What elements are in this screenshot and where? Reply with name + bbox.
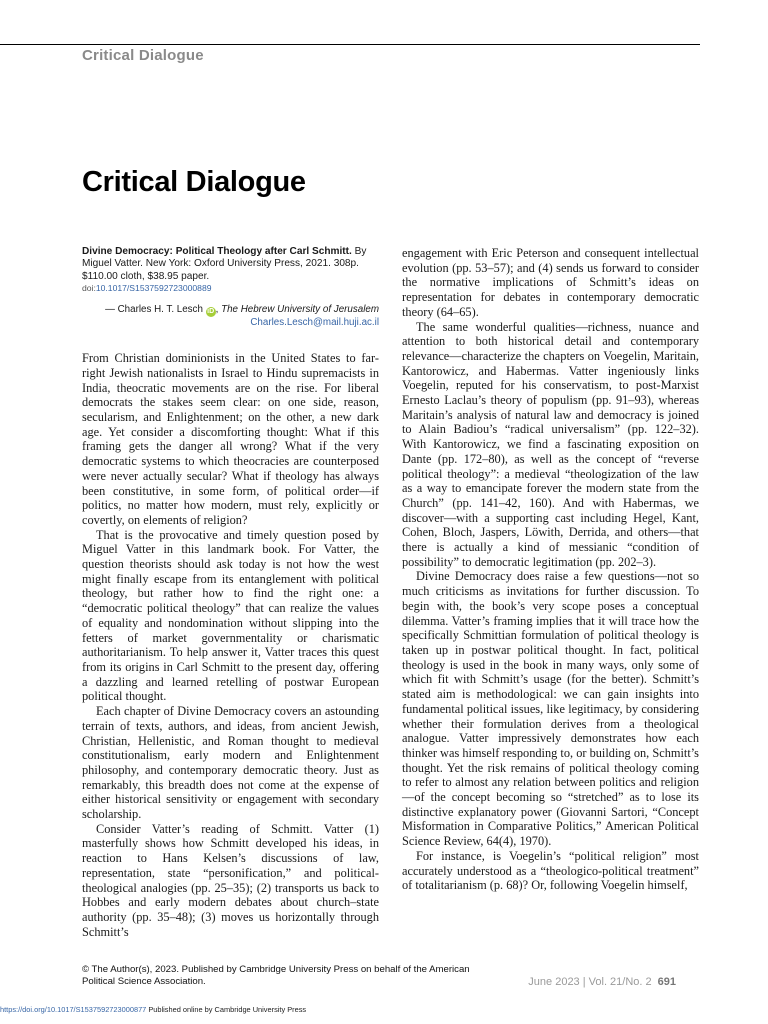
left-body [82, 351, 379, 939]
copyright-notice: © The Author(s), 2023. Published by Cambridge University Press on behalf of the American Political Science Association. [82, 964, 470, 987]
page-number: 691 [657, 976, 676, 988]
book-byline: By Miguel Vatter. New York: Oxford University Press, 2021. 308p. $110.00 cloth, $38.95 paper. [82, 246, 367, 282]
reviewer-block: — Charles H. T. Lesch iD , The Hebrew University of Jerusalem Charles.Lesch@mail.huji.ac.il [105, 304, 379, 329]
reviewer-email[interactable]: Charles.Lesch@mail.huji.ac.il [250, 317, 379, 329]
issue-info [528, 976, 676, 988]
left-column [82, 246, 379, 939]
paragraph: That is the provocative and timely question posed by Miguel Vatter in this landmark book. For Vatter, the question theorists should ask today is not how the west might finally escape from its entanglement with political theology, but rather how to find the right one: a “democratic political theology” that can realize the values of equality and nondomination without slipping into the fetters of market governmentality or charismatic authoritarianism. To help answer it, Vatter traces this quest from its origins in Carl Schmitt to the present day, offering a dazzling and learned retelling of postwar European political thought. [82, 527, 379, 704]
paragraph: Each chapter of Divine Democracy covers an astounding terrain of texts, authors, and ideas, from ancient Jewish, Christian, Hellenistic, and Roman thought to medieval constitutionalism, early modern and Enlightenment philosophy, and contemporary democratic theory. Just as remarkably, this breadth does not come at the expense of either historical sensitivity or engagement with secondary scholarship. [82, 704, 379, 822]
doi-prefix: doi: [82, 283, 96, 294]
running-head: Critical Dialogue [82, 47, 204, 64]
published-online: Published online by Cambridge University Press [146, 1005, 307, 1014]
top-rule [0, 44, 700, 45]
article-doi-link[interactable]: https://doi.org/10.1017/S1537592723000877 [0, 1005, 147, 1014]
paragraph: The same wonderful qualities—richness, nuance and attention to both historical detail and contemporary relevance—characterize the chapters on Voegelin, Maritain, Kantorowicz, and Habermas. Vatter ingeniously links Voegelin, reputed for his conservatism, to post-Marxist Ernesto Laclau’s theory of populism (pp. 91–93), whereas Maritain’s analysis of natural law and democracy is joined to Alain Badiou’s “radical universalism” (pp. 122–32). With Kantorowicz, we find a fascinating exposition on Dante (pp. 172–80), as well as the concept of “reverse political theology”: a medieval “theologization of the law as a way to emancipate forever the modern state from the Church” (pp. 141–42, 160). And with Habermas, we discover—with a supporting cast including Hegel, Kant, Cohen, Bloch, Jaspers, Löwith, Derrida, and others—that there is actually a kind of messianic “condition of possibility” to democratic legitimation (pp. 202–3). [402, 319, 699, 569]
issue-label: June 2023 | Vol. 21/No. 2 [528, 976, 652, 988]
reviewer-affiliation: The Hebrew University of Jerusalem [221, 304, 379, 316]
doi-footer [0, 1005, 306, 1014]
doi-link[interactable]: 10.1017/S1537592723000889 [95, 283, 212, 294]
paragraph: From Christian dominionists in the United States to far-right Jewish nationalists in Israel to Hindu supremacists in India, theocratic movements are on the rise. For liberal democrats the stakes seem clear: on one side, reason, secularism, and Enlightenment; on the other, a new dark age. Yet consider a discomforting thought: What if this framing gets the danger all wrong? What if the very democratic systems to which theocracies are counterposed were never actually secular? What if theology has always been constitutive, in some form, of political order—if politics, no matter how modern, must rely, explicitly or covertly, on elements of religion? [82, 351, 379, 527]
orcid-icon[interactable]: iD [207, 308, 215, 316]
book-doi [82, 283, 379, 294]
paragraph: For instance, is Voegelin’s “political religion” most accurately understood as a “theologico-political treatment” of totalitarianism (p. 68)? Or, following Voegelin himself, [402, 848, 699, 893]
book-title: Divine Democracy: Political Theology after Carl Schmitt. [82, 246, 352, 257]
right-column [402, 246, 699, 893]
reviewer-name: — Charles H. T. Lesch [105, 304, 203, 316]
paragraph: engagement with Eric Peterson and consequent intellectual evolution (pp. 53–57); and (4) sends us forward to consider the normative implications of Schmitt’s ideas on representation for debates in contemporary democratic theory (64–65). [402, 246, 699, 319]
book-citation [82, 246, 379, 283]
paragraph: Consider Vatter’s reading of Schmitt. Vatter (1) masterfully shows how Schmitt developed his ideas, in reaction to Hans Kelsen’s discussions of law, representation, state “personification,” and political-theological analogies (pp. 25–35); (2) transports us back to Hobbes and early modern debates about church–state authority (pp. 35–48); (3) moves us horizontally through Schmitt’s [82, 821, 379, 939]
page-title: Critical Dialogue [82, 166, 306, 198]
paragraph: Divine Democracy does raise a few questions—not so much criticisms as invitations for further discussion. To begin with, the book’s very scope poses a conceptual dilemma. Vatter’s framing implies that it will trace how the specifically Schmittian formulation of political theology is taken up in postwar political thought. In fact, political theology is used in the book in many ways, only some of which fit with Schmitt’s usage (for the better). Schmitt’s stated aim is methodological: we can gain insights into fundamental political issues, like legitimacy, by considering whether their formulation derives from a theological analogue. Vatter impressively demonstrates how each thinker was himself responding to, or building on, Schmitt’s thought. Yet the risk remains of political theology coming to refer to almost any relation between politics and religion—of the concept becoming so “stretched” as to lose its distinctive explanatory power (Giovanni Sartori, “Concept Misformation in Comparative Politics,” American Political Science Review, 64(4), 1970). [402, 569, 699, 849]
